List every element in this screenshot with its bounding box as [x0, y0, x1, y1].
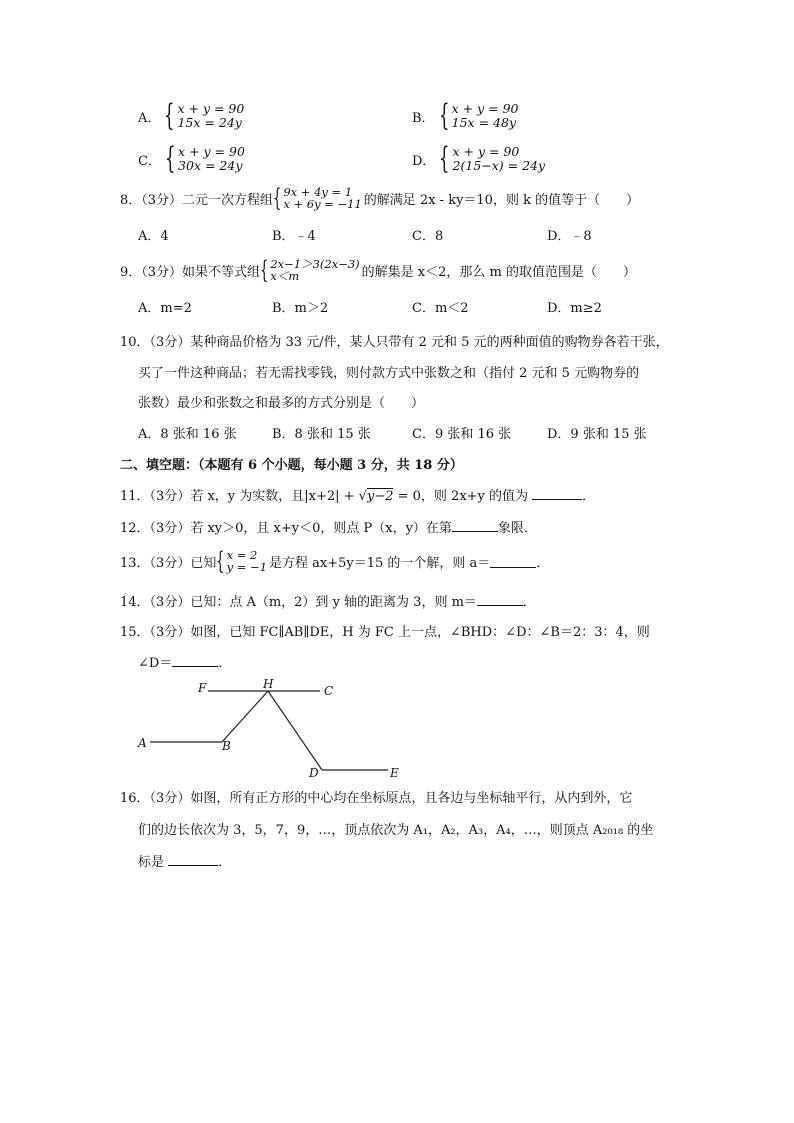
answer-blank[interactable]	[168, 853, 218, 866]
q8-option-c: C．8	[412, 229, 444, 244]
segment-hd	[268, 691, 322, 770]
q7-option-d: D． { x + y = 90 2(15−x) = 24y	[412, 141, 546, 176]
q10-option-c: C．9 张和 16 张	[412, 427, 512, 442]
section-2-heading: 二、填空题：（本题有 6 个小题，每小题 3 分，共 18 分）	[120, 458, 463, 473]
question-8: 8．（3分）二元一次方程组 { 9x + 4y = 1 x + 6y = −11 的解满足 2x - ky＝10，则 k 的值等于（ ）	[120, 184, 640, 212]
equation-1: x = 2	[226, 548, 258, 562]
equation-2: 15x = 24y	[177, 115, 242, 130]
question-9: 9．（3分）如果不等式组 { 2x−1＞3(2x−3) x＜m 的解集是 x＜2，那么 m 的取值范围是（ ）	[120, 256, 636, 284]
equation-2: x + 6y = −11	[283, 197, 362, 211]
question-8-prefix: 8．（3分）二元一次方程组	[120, 192, 274, 208]
question-11-mid: = 0，则 2x+y 的值为	[393, 489, 533, 504]
q10-option-a: A．8 张和 16 张	[138, 427, 237, 442]
question-13: 13．（3分）已知 { x = 2 y = −1 是方程 ax+5y＝15 的一个解，则 a＝ ．	[120, 547, 550, 575]
point-label-h: H	[263, 677, 274, 691]
equation-2: 2(15−x) = 24y	[452, 158, 546, 173]
q8-option-a: A．4	[138, 229, 169, 244]
option-label: A．	[138, 110, 161, 126]
question-14-text: 14．（3分）已知：点 A（m，2）到 y 轴的距离为 3，则 m＝	[120, 595, 477, 610]
question-13-prefix: 13．（3分）已知	[120, 555, 217, 571]
q8-option-d: D．﹣8	[547, 229, 592, 244]
q9-option-b: B．m＞2	[272, 301, 329, 316]
question-10-line-1: 10．（3分）某种商品价格为 33 元/件，某人只带有 2 元和 5 元的两种面值的购物券各若干张，	[120, 335, 669, 350]
question-12: 12．（3分）若 xy＞0，且 x+y＜0，则点 P（x，y）在第 象限．	[120, 521, 537, 536]
option-label: B．	[412, 110, 435, 126]
equation-1: x + y = 90	[451, 101, 519, 116]
inequality-2: x＜m	[270, 269, 300, 283]
equation-1: x + y = 90	[178, 144, 245, 159]
question-15-line-1: 15．（3分）如图，已知 FC∥AB∥DE，H 为 FC 上一点，∠BHD：∠D：∠B＝2：3：4，则	[120, 625, 650, 640]
question-16-line-1: 16．（3分）如图，所有正方形的中心均在坐标原点，且各边与坐标轴平行，从内到外，它	[120, 791, 633, 806]
q9-option-d: D．m≥2	[547, 301, 602, 316]
equation-2: y = −1	[226, 560, 268, 574]
equation-1: x + y = 90	[177, 101, 245, 116]
segment-bh	[222, 691, 268, 742]
point-label-d: D	[309, 766, 319, 780]
sqrt-sign: √	[358, 489, 367, 504]
question-9-suffix: 的解集是 x＜2，那么 m 的取值范围是（ ）	[361, 264, 636, 280]
point-label-c: C	[324, 684, 334, 698]
equation-1: 9x + 4y = 1	[283, 185, 353, 199]
q7-option-b: B． { x + y = 90 15x = 48y	[412, 98, 519, 133]
q9-option-a: A．m=2	[138, 301, 192, 316]
q10-option-b: B．8 张和 15 张	[272, 427, 371, 442]
point-label-f: F	[198, 681, 207, 695]
question-16-line-3: 标是 ．	[138, 855, 232, 870]
q7-option-a: A． { x + y = 90 15x = 24y	[138, 98, 245, 133]
equation-2: 30x = 24y	[178, 158, 243, 173]
question-14: 14．（3分）已知：点 A（m，2）到 y 轴的距离为 3，则 m＝ ．	[120, 595, 536, 610]
question-11-prefix: 11．（3分）若 x，y 为实数，且|x+2| +	[120, 489, 359, 504]
q10-option-d: D．9 张和 15 张	[547, 427, 647, 442]
option-label: D．	[412, 153, 436, 169]
question-11: 11．（3分）若 x，y 为实数，且|x+2| + √y−2 = 0，则 2x+y 的值为 ．	[120, 489, 596, 504]
point-label-b: B	[222, 739, 231, 753]
point-label-e: E	[390, 766, 399, 780]
inequality-1: 2x−1＞3(2x−3)	[270, 257, 360, 271]
sqrt-radicand: y−2	[366, 489, 394, 504]
question-10-line-2: 买了一件这种商品；若无需找零钱，则付款方式中张数之和（指付 2 元和 5 元购物券的	[138, 366, 640, 381]
question-9-prefix: 9．（3分）如果不等式组	[120, 264, 261, 280]
q7-option-c: C． { x + y = 90 30x = 24y	[138, 141, 245, 176]
equation-2: 15x = 48y	[451, 115, 516, 130]
point-label-a: A	[138, 736, 147, 750]
option-label: C．	[138, 153, 161, 169]
question-13-suffix: 是方程 ax+5y＝15 的一个解，则 a＝	[269, 555, 491, 571]
question-16-line-2: 们的边长依次为 3，5，7，9，…，顶点依次为 A₁，A₂，A₃，A₄，…，则顶点 A₂₀₁₈ 的坐	[138, 823, 654, 838]
question-15-line-2: ∠D＝ ．	[138, 656, 232, 671]
question-10-line-3: 张数）最少和张数之和最多的方式分别是（ ）	[138, 396, 425, 411]
q8-option-b: B．﹣4	[272, 229, 316, 244]
equation-1: x + y = 90	[452, 144, 520, 159]
q9-option-c: C．m＜2	[412, 301, 469, 316]
question-12-text: 12．（3分）若 xy＞0，且 x+y＜0，则点 P（x，y）在第	[120, 521, 452, 536]
question-8-suffix: 的解满足 2x - ky＝10，则 k 的值等于（ ）	[363, 192, 640, 208]
